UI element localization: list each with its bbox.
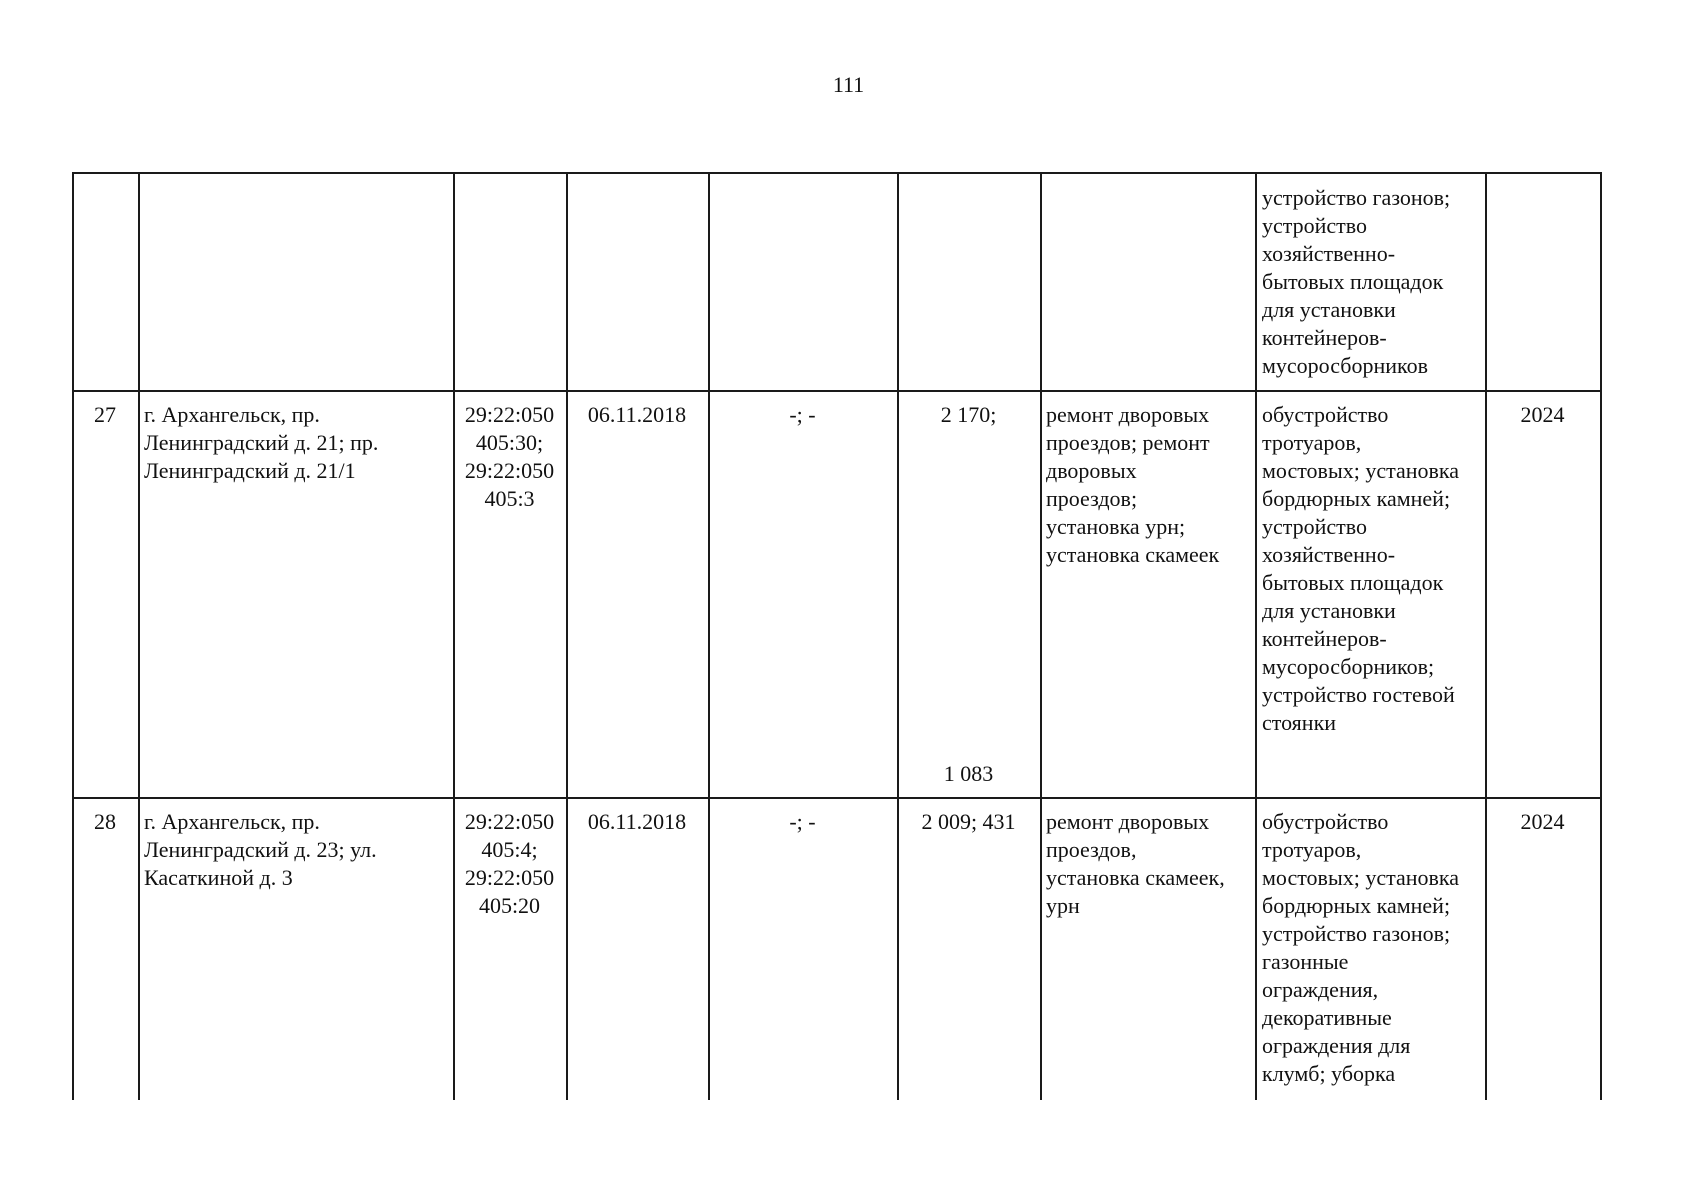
column-divider: [138, 172, 140, 1100]
cell-line: 29:22:050: [464, 809, 555, 834]
column-divider: [1600, 172, 1602, 1100]
cell-line: устройство: [1262, 514, 1368, 539]
page-number: 111: [832, 72, 865, 97]
cell-line: Ленинградский д. 21/1: [144, 458, 356, 483]
cell-line: тротуаров,: [1262, 430, 1362, 455]
cell-line: ремонт дворовых: [1046, 402, 1210, 427]
cell-line: Ленинградский д. 21; пр.: [144, 430, 379, 455]
cell-line: устройство гостевой: [1262, 682, 1455, 707]
cell-line: обустройство: [1262, 402, 1389, 427]
cell-line: стоянки: [1262, 710, 1337, 735]
dash-cell: -; -: [789, 402, 816, 427]
year-cell: 2024: [1520, 402, 1565, 427]
column-divider: [453, 172, 455, 1100]
extra-works-cell: [1262, 808, 1482, 1088]
cell-line: 29:22:050: [464, 865, 555, 890]
address-cell: [144, 401, 449, 485]
cell-line: 29:22:050: [464, 458, 555, 483]
cell-line: обустройство: [1262, 809, 1389, 834]
cell-line: устройство газонов;: [1262, 921, 1451, 946]
year-cell: 2024: [1520, 809, 1565, 834]
cell-line: мостовых; установка: [1262, 865, 1460, 890]
table-border-top: [72, 172, 1602, 174]
cell-line: г. Архангельск, пр.: [144, 809, 320, 834]
cell-line: г. Архангельск, пр.: [144, 402, 320, 427]
cell-line: установка скамеек: [1046, 542, 1220, 567]
cell-line: декоративные: [1262, 1005, 1392, 1030]
cell-line: установка скамеек,: [1046, 865, 1225, 890]
address-cell: [144, 808, 449, 892]
cell-line: бытовых площадок: [1262, 269, 1444, 294]
dash-cell: -; -: [789, 809, 816, 834]
extra-works-cell: [1262, 184, 1482, 380]
cell-line: ограждения,: [1262, 977, 1379, 1002]
cell-line: Касаткиной д. 3: [144, 865, 293, 890]
cell-line: урн: [1046, 893, 1080, 918]
cell-line: 405:30;: [475, 430, 544, 455]
row-divider: [72, 797, 1602, 799]
column-divider: [897, 172, 899, 1100]
cell-line: для установки: [1262, 297, 1396, 322]
cell-line: мостовых; установка: [1262, 458, 1460, 483]
cell-line: ремонт дворовых: [1046, 809, 1210, 834]
column-divider: [1040, 172, 1042, 1100]
cell-line: ограждения для: [1262, 1033, 1411, 1058]
cell-line: устройство газонов;: [1262, 185, 1451, 210]
cell-line: Ленинградский д. 23; ул.: [144, 837, 377, 862]
date-cell: 06.11.2018: [587, 809, 687, 834]
cell-line: 29:22:050: [464, 402, 555, 427]
cell-line: хозяйственно-: [1262, 542, 1396, 567]
cell-line: контейнеров-: [1262, 325, 1387, 350]
date-cell: 06.11.2018: [587, 402, 687, 427]
column-divider: [566, 172, 568, 1100]
cell-line: 405:3: [484, 486, 535, 511]
cell-line: для установки: [1262, 598, 1396, 623]
cell-line: мусоросборников: [1262, 353, 1428, 378]
cell-line: устройство: [1262, 213, 1368, 238]
extra-works-cell: [1262, 401, 1482, 737]
column-divider: [708, 172, 710, 1100]
column-divider: [1485, 172, 1487, 1100]
min-works-cell: [1046, 808, 1252, 920]
cadastral-cell: [453, 808, 566, 920]
works-table: [72, 172, 1602, 1100]
min-works-cell: [1046, 401, 1252, 569]
row-number: 27: [94, 402, 116, 427]
cell-line: клумб; уборка: [1262, 1061, 1396, 1086]
row-number: 28: [94, 809, 116, 834]
cell-line: дворовых: [1046, 458, 1137, 483]
cell-line: бордюрных камней;: [1262, 893, 1451, 918]
cell-line: бытовых площадок: [1262, 570, 1444, 595]
cell-line: контейнеров-: [1262, 626, 1387, 651]
cadastral-cell: [453, 401, 566, 513]
cell-line: хозяйственно-: [1262, 241, 1396, 266]
cell-line: 405:4;: [481, 837, 538, 862]
column-divider: [1255, 172, 1257, 1100]
row-divider: [72, 390, 1602, 392]
cell-line: тротуаров,: [1262, 837, 1362, 862]
area-cell: 2 170;: [940, 402, 997, 427]
cell-line: 405:20: [478, 893, 541, 918]
cell-line: проездов; ремонт: [1046, 430, 1210, 455]
area-cell-bottom: 1 083: [943, 761, 994, 786]
column-divider: [72, 172, 74, 1100]
cell-line: установка урн;: [1046, 514, 1186, 539]
area-cell: 2 009; 431: [921, 809, 1016, 834]
cell-line: проездов,: [1046, 837, 1137, 862]
cell-line: бордюрных камней;: [1262, 486, 1451, 511]
cell-line: газонные: [1262, 949, 1349, 974]
cell-line: мусоросборников;: [1262, 654, 1435, 679]
cell-line: проездов;: [1046, 486, 1138, 511]
